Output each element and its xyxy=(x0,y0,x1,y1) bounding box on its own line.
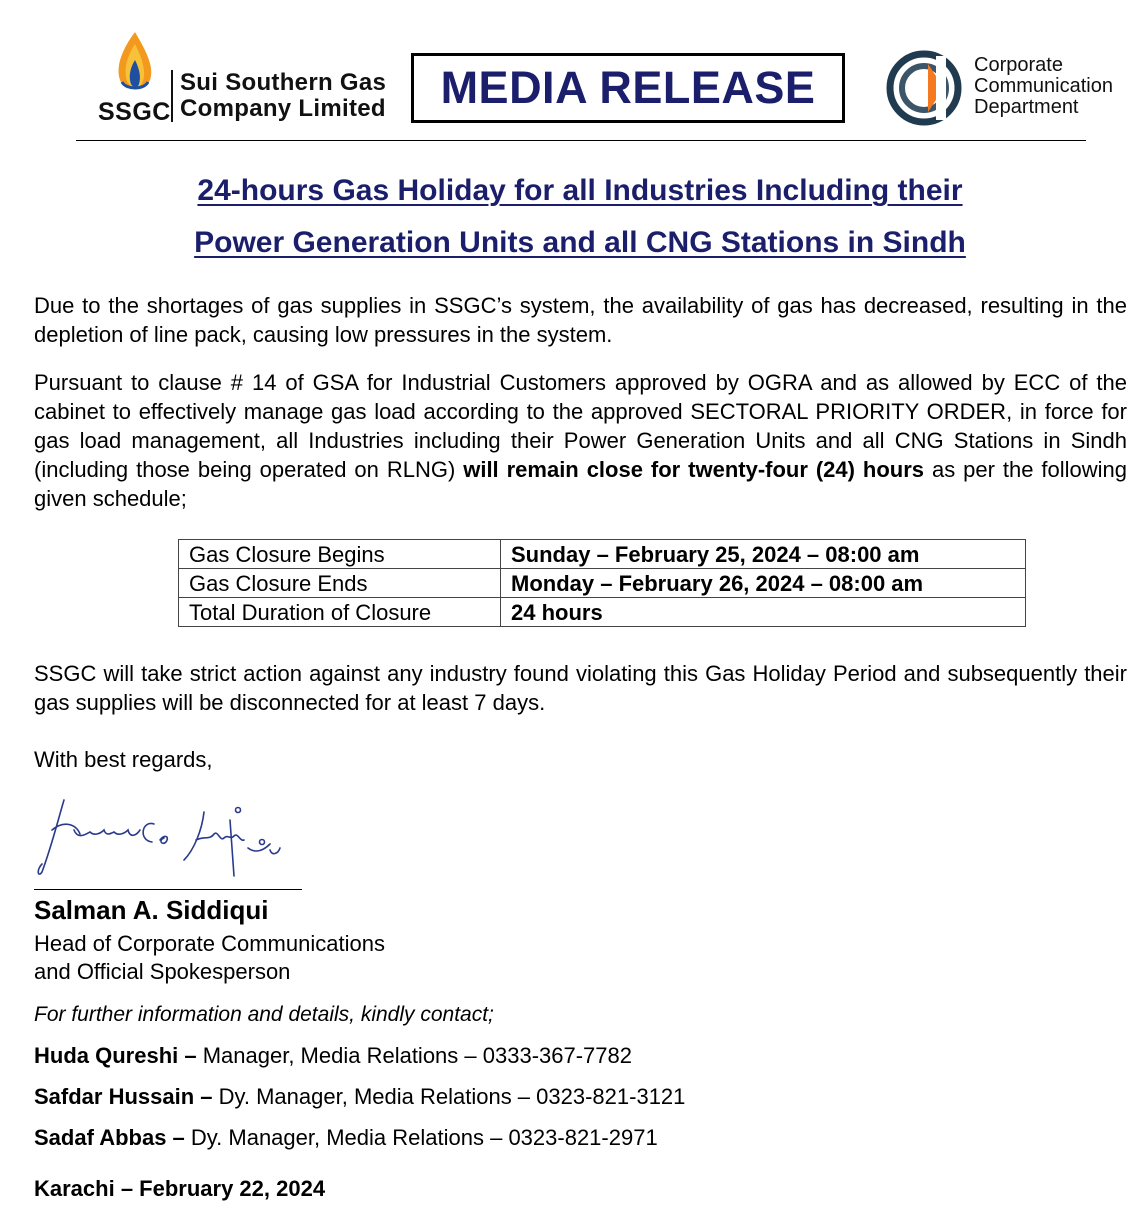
signatory-role-line1: Head of Corporate Communications xyxy=(34,931,385,956)
paragraph-clause xyxy=(34,368,1127,513)
schedule-label: Gas Closure Ends xyxy=(179,569,501,598)
schedule-value: 24 hours xyxy=(501,598,1026,627)
paragraph-clause-bold: will remain close for twenty-four (24) hours xyxy=(463,457,925,482)
paragraph-action: SSGC will take strict action against any industry found violating this Gas Holiday Period and subsequently their gas supplies will be disconnected for at least 7 days. xyxy=(34,661,1127,715)
contact-detail: Dy. Manager, Media Relations – 0323-821-2971 xyxy=(184,1125,658,1150)
contact-intro: For further information and details, kindly contact; xyxy=(34,1003,494,1026)
ssgc-logo xyxy=(98,30,388,130)
closure-schedule-table xyxy=(178,539,1026,627)
place-date: Karachi – February 22, 2024 xyxy=(34,1176,326,1201)
department-line3: Department xyxy=(974,96,1079,118)
schedule-label: Total Duration of Closure xyxy=(179,598,501,627)
contact-entry xyxy=(34,1043,632,1069)
company-name-line1: Sui Southern Gas xyxy=(180,69,387,96)
contact-name: Safdar Hussain – xyxy=(34,1084,213,1109)
department-line2: Communication xyxy=(974,75,1113,97)
media-release-box xyxy=(411,53,845,123)
contact-name: Huda Qureshi – xyxy=(34,1043,197,1068)
headline-line1: 24-hours Gas Holiday for all Industries Including their xyxy=(197,174,963,207)
paragraph-clause-end: as per the following given schedule; xyxy=(34,457,1128,511)
headline-line2: Power Generation Units and all CNG Stations in Sindh xyxy=(194,226,966,259)
table-row xyxy=(179,598,1026,627)
signature-line xyxy=(34,889,302,890)
logo-divider xyxy=(171,70,173,122)
company-name-line2: Company Limited xyxy=(180,95,386,122)
header-divider xyxy=(76,140,1086,141)
contact-entry xyxy=(34,1084,685,1110)
contact-detail: Dy. Manager, Media Relations – 0323-821-3121 xyxy=(212,1084,686,1109)
company-name xyxy=(180,70,386,122)
contact-entry xyxy=(34,1125,658,1151)
department-line1: Corporate xyxy=(974,54,1063,76)
schedule-label: Gas Closure Begins xyxy=(179,540,501,569)
table-row xyxy=(179,540,1026,569)
letterhead xyxy=(0,0,1145,145)
contact-detail: Manager, Media Relations – 0333-367-7782 xyxy=(196,1043,632,1068)
signatory-role-line2: and Official Spokesperson xyxy=(34,959,291,984)
ssgc-abbrev: SSGC xyxy=(98,98,171,126)
department-name xyxy=(974,55,1113,118)
schedule-value: Monday – February 26, 2024 – 08:00 am xyxy=(501,569,1026,598)
schedule-value: Sunday – February 25, 2024 – 08:00 am xyxy=(501,540,1026,569)
media-release-label: MEDIA RELEASE xyxy=(440,62,816,113)
regards-text: With best regards, xyxy=(34,747,213,772)
ccd-logo-icon xyxy=(886,50,966,126)
table-row xyxy=(179,569,1026,598)
signatory-name: Salman A. Siddiqui xyxy=(34,895,269,925)
handwritten-signature xyxy=(34,790,304,890)
paragraph-clause-text: Pursuant to clause # 14 of GSA for Industrial Customers approved by OGRA and as allowed by ECC of the cabinet to effectively manage gas load according to the approved SECTORAL PRIORITY ORDER, in force for gas load management, all Industries including their Power Generation Units and all CNG Stations in Sindh (including those being operated on RLNG) xyxy=(34,370,1127,482)
contact-name: Sadaf Abbas – xyxy=(34,1125,185,1150)
flame-icon xyxy=(110,30,160,100)
paragraph-shortage: Due to the shortages of gas supplies in SSGC’s system, the availability of gas has decreased, resulting in the depletion of line pack, causing low pressures in the system. xyxy=(34,293,1127,347)
